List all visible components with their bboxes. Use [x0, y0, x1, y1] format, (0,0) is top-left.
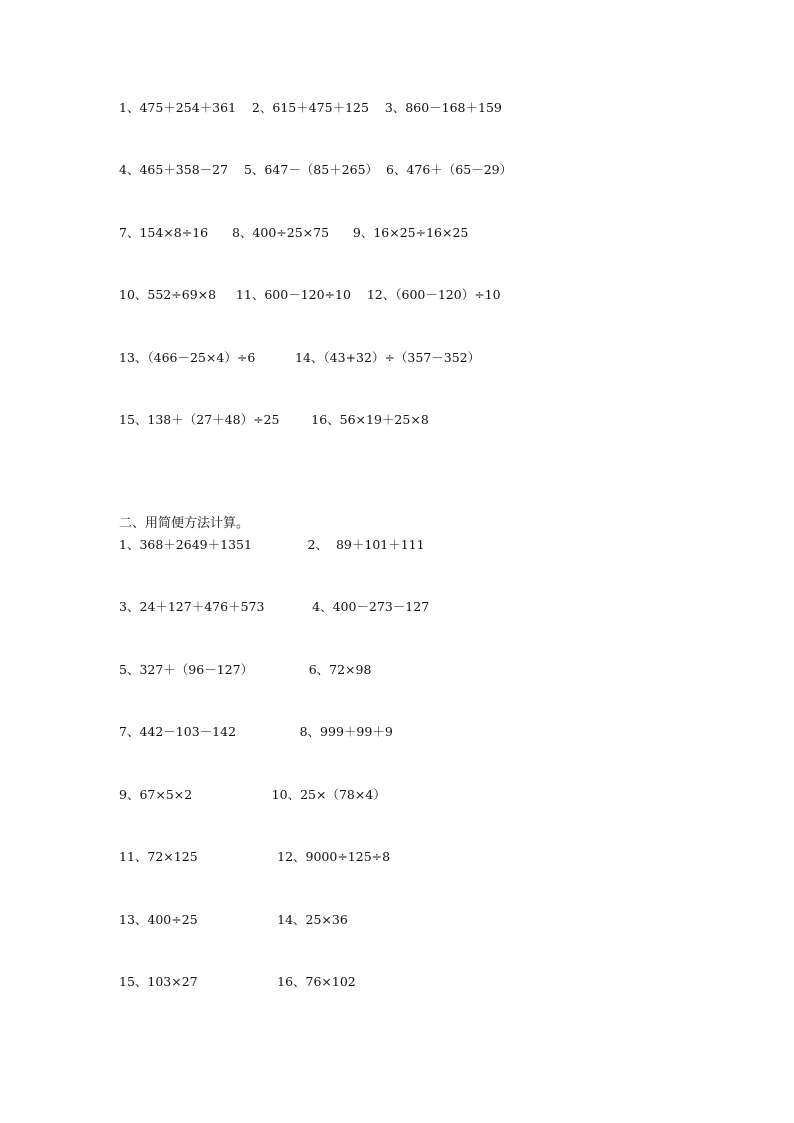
problem-row: 1、368＋2649＋1351 2、 89＋101＋111: [119, 537, 425, 552]
problem-row: 9、67×5×2 10、25×（78×4）: [119, 787, 386, 802]
problem-row: 1、475＋254＋361 2、615＋475＋125 3、860－168＋159: [119, 100, 502, 115]
problem-row: 3、24＋127＋476＋573 4、400－273－127: [119, 599, 430, 614]
section-heading: 二、用简便方法计算。: [119, 516, 250, 531]
problem-row: 15、103×27 16、76×102: [119, 974, 356, 989]
problem-row: 7、154×8÷16 8、400÷25×75 9、16×25÷16×25: [119, 225, 469, 240]
problem-row: 13、400÷25 14、25×36: [119, 912, 348, 927]
problem-row: 13、（466－25×4）÷6 14、（43+32）÷（357－352）: [119, 350, 481, 365]
problem-row: 15、138＋（27＋48）÷25 16、56×19＋25×8: [119, 412, 429, 427]
problem-row: 10、552÷69×8 11、600－120÷10 12、（600－120）÷10: [119, 287, 501, 302]
problem-row: 4、465＋358－27 5、647－（85＋265） 6、476＋（65－29）: [119, 162, 513, 177]
problem-row: 11、72×125 12、9000÷125÷8: [119, 849, 391, 864]
problem-row: 7、442－103－142 8、999＋99＋9: [119, 724, 393, 739]
problem-row: 5、327＋（96－127） 6、72×98: [119, 662, 372, 677]
